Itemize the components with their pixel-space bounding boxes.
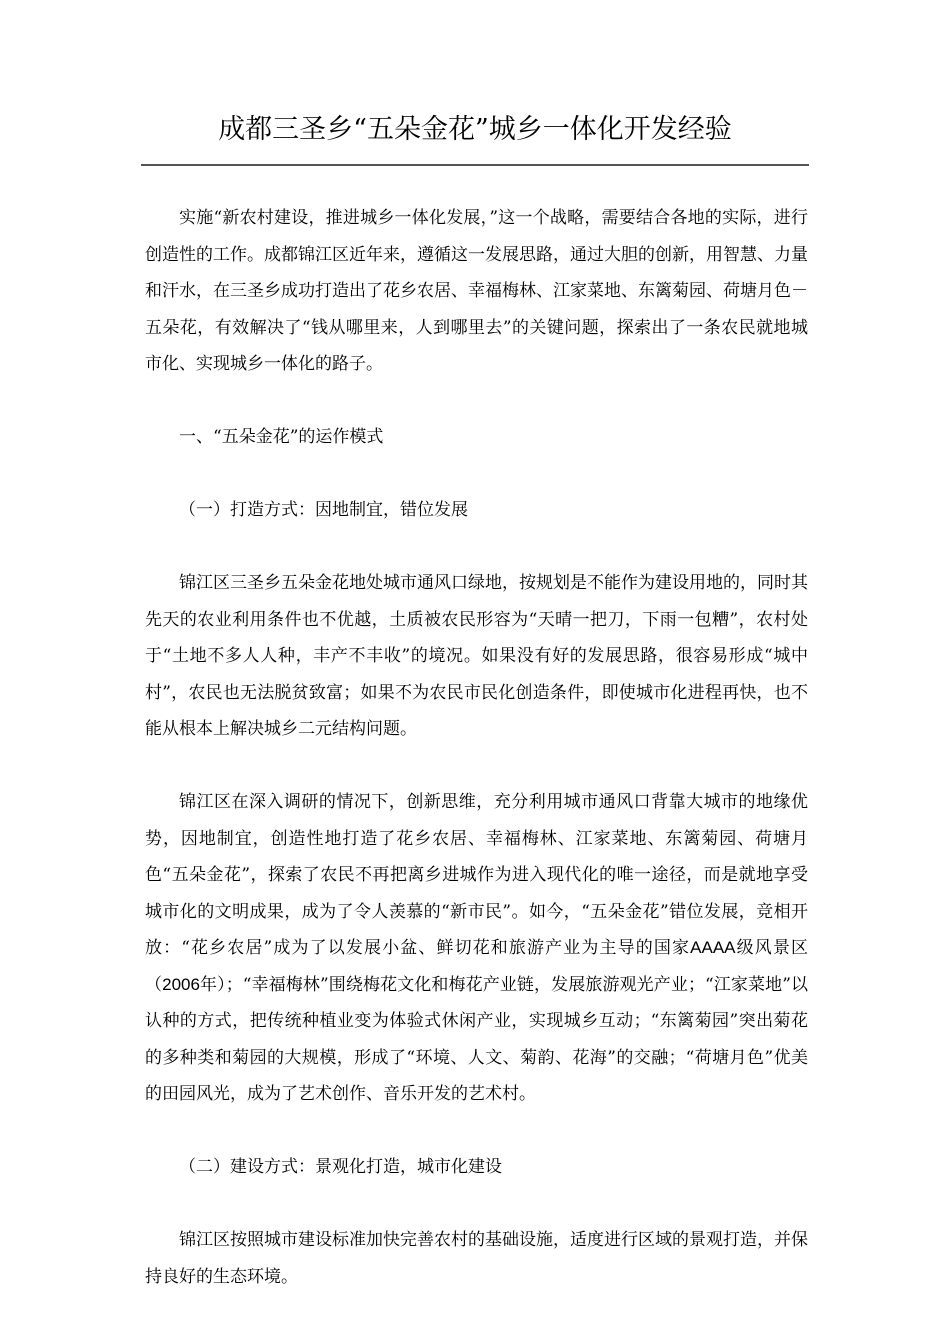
paragraph-innovation-part-3: 年）；“幸福梅林”围绕梅花文化和梅花产业链，发展旅游观光产业；“江家菜地”以认种的方式，把传统种植业变为体验式休闲产业，实现城乡互动；“东篱菊园”突出菊花的多种类和菊园的大规模，形成了“环境、人文、菊韵、花海”的交融；“荷塘月色”优美的田园风光，成为了艺术创作、音乐开发的艺术村。 (145, 974, 809, 1104)
latin-token-aaaa: AAAA (690, 938, 736, 957)
document-title: 成都三圣乡“五朵金花”城乡一体化开发经验 (218, 114, 732, 145)
paragraph-construction: 锦江区按照城市建设标准加快完善农村的基础设施，适度进行区域的景观打造，并保持良好的生态环境。 (145, 1230, 808, 1287)
subsection-heading-1: （一）打造方式：因地制宜，错位发展 (179, 500, 468, 520)
paragraph-innovation-part-2: 级风景区（ (145, 938, 809, 995)
section-heading-1: 一、“五朵金花”的运作模式 (179, 427, 384, 447)
paragraph-background: 锦江区三圣乡五朵金花地处城市通风口绿地，按规划是不能作为建设用地的，同时其先天的农业利用条件也不优越，土质被农民形容为“天晴一把刀，下雨一包糟”，农村处于“土地不多人人种，丰产不丰收”的境况。如果没有好的发展思路，很容易形成“城中村”，农民也无法脱贫致富；如果不为农民市民化创造条件，即使城市化进程再快，也不能从根本上解决城乡二元结构问题。 (145, 573, 808, 739)
paragraph-innovation (145, 784, 808, 1113)
subsection-heading-2: （二）建设方式：景观化打造，城市化建设 (179, 1157, 502, 1177)
paragraph-intro: 实施“新农村建设，推进城乡一体化发展，”这一个战略，需要结合各地的实际，进行创造性的工作。成都锦江区近年来，遵循这一发展思路，通过大胆的创新，用智慧、力量和汗水，在三圣乡成功打造出了花乡农居、幸福梅林、江家菜地、东篱菊园、荷塘月色－五朵花，有效解决了“钱从哪里来，人到哪里去”的关键问题，探索出了一条农民就地城市化、实现城乡一体化的路子。 (145, 208, 808, 374)
title-divider (141, 164, 809, 166)
paragraph-innovation-part-1: 锦江区在深入调研的情况下，创新思维，充分利用城市通风口背靠大城市的地缘优势，因地制宜，创造性地打造了花乡农居、幸福梅林、江家菜地、东篱菊园、荷塘月色“五朵金花”，探索了农民不再把离乡进城作为进入现代化的唯一途径，而是就地享受城市化的文明成果，成为了令人羡慕的“新市民”。如今，“五朵金花”错位发展，竞相开放：“花乡农居”成为了以发展小盆、鲜切花和旅游产业为主导的国家 (145, 792, 808, 958)
document-body (145, 200, 808, 1295)
latin-token-year: 2006 (162, 974, 200, 994)
